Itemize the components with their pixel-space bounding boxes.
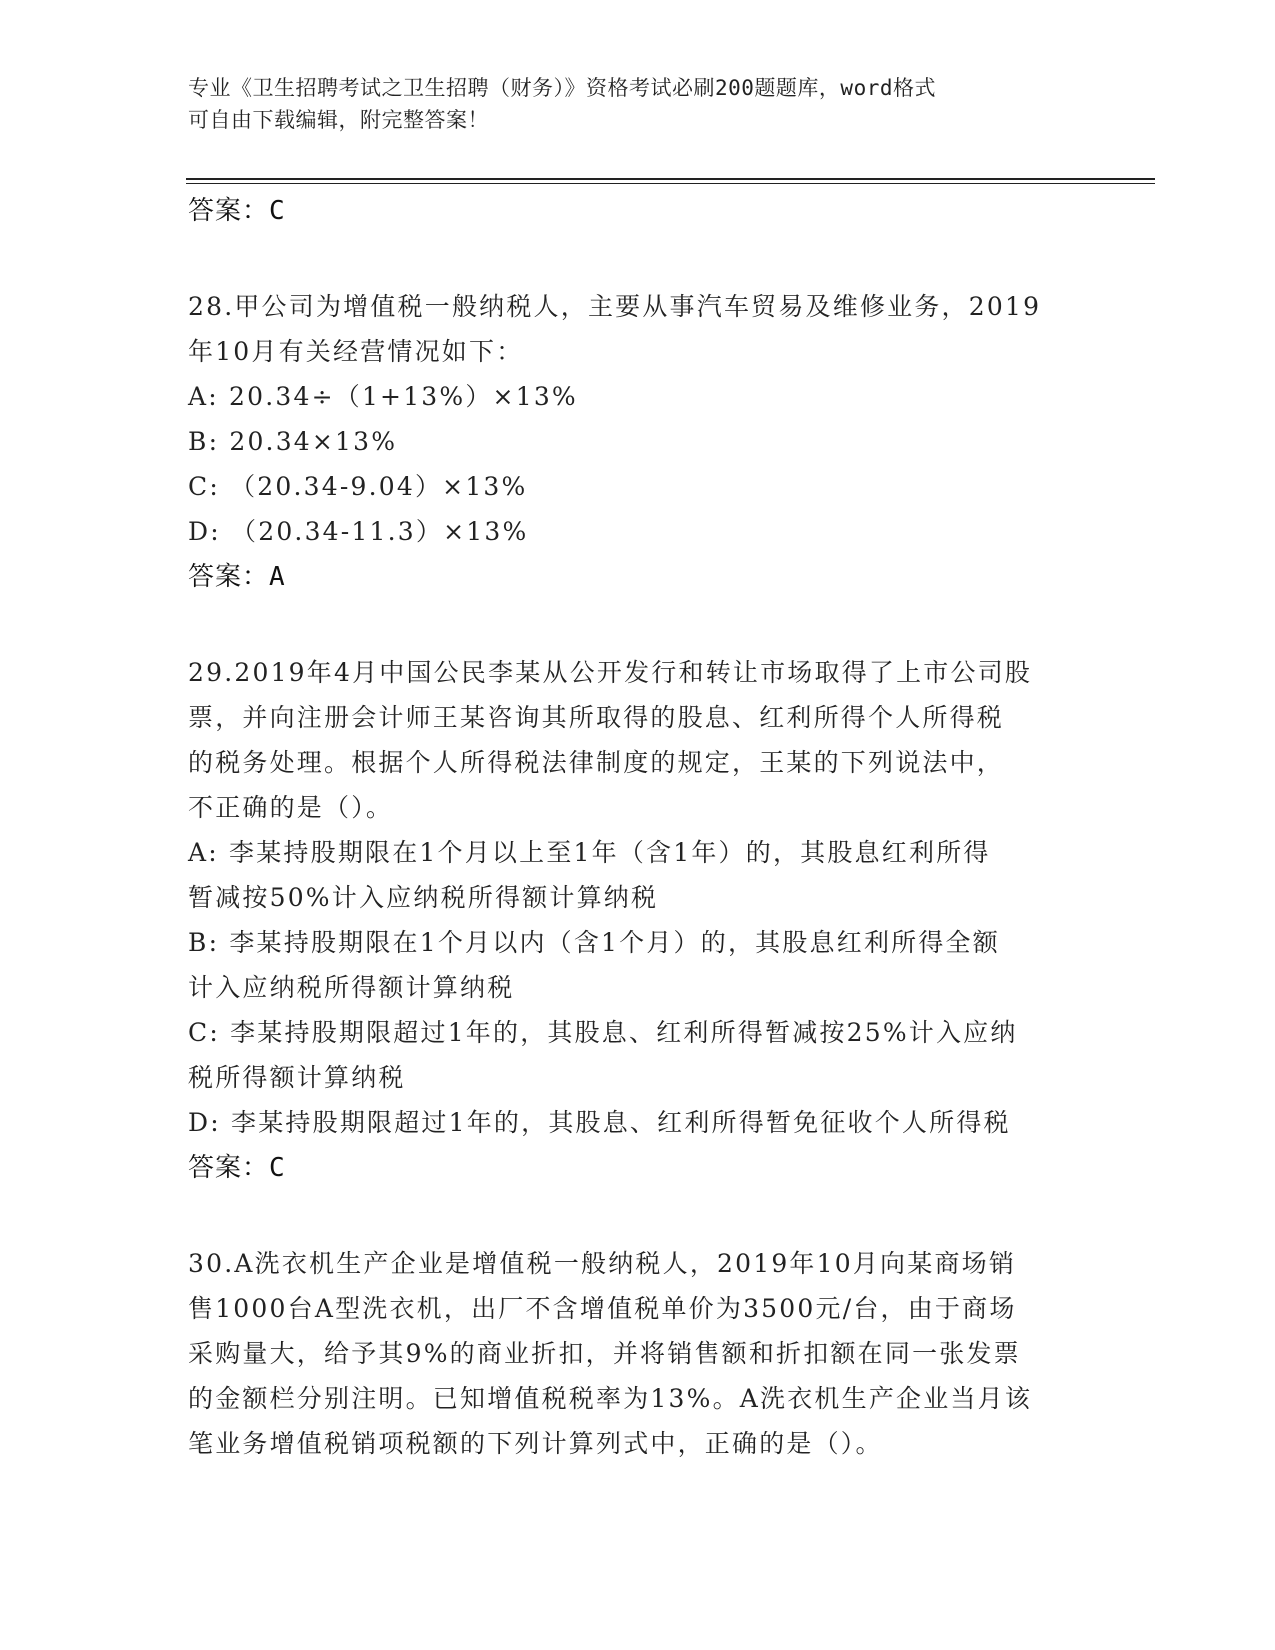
question-30 <box>188 1241 1088 1466</box>
option-d: D: （20.34-11.3）×13% <box>188 517 529 546</box>
question-stem-line: 28.甲公司为增值税一般纳税人，主要从事汽车贸易及维修业务，2019 <box>188 292 1042 321</box>
option-b: B: 李某持股期限在1个月以内（含1个月）的，其股息红利所得全额 <box>188 928 1000 957</box>
option-c: C: 李某持股期限超过1年的，其股息、红利所得暂减按25%计入应纳 <box>188 1018 1018 1047</box>
question-stem-line: 年10月有关经营情况如下： <box>188 337 524 366</box>
header-line-2: 可自由下载编辑，附完整答案！ <box>188 108 489 132</box>
question-stem-line: 采购量大，给予其9%的商业折扣，并将销售额和折扣额在同一张发票 <box>188 1339 1021 1368</box>
question-28 <box>188 284 1088 600</box>
question-stem-line: 29.2019年4月中国公民李某从公开发行和转让市场取得了上市公司股 <box>188 658 1033 687</box>
question-stem-line: 售1000台A型洗衣机，出厂不含增值税单价为3500元/台，由于商场 <box>188 1294 1017 1323</box>
header-divider <box>186 178 1155 180</box>
question-stem-line: 30.A洗衣机生产企业是增值税一般纳税人，2019年10月向某商场销 <box>188 1249 1017 1278</box>
option-d: D: 李某持股期限超过1年的，其股息、红利所得暂免征收个人所得税 <box>188 1108 1011 1137</box>
header-line-1: 专业《卫生招聘考试之卫生招聘（财务）》资格考试必刷200题题库，word格式 <box>188 76 936 100</box>
question-stem-line: 票，并向注册会计师王某咨询其所取得的股息、红利所得个人所得税 <box>188 703 1005 732</box>
option-a: A: 20.34÷（1+13%）×13% <box>188 382 578 411</box>
question-stem-line: 的金额栏分别注明。已知增值税税率为13%。A洗衣机生产企业当月该 <box>188 1384 1033 1413</box>
option-c: C: （20.34-9.04）×13% <box>188 472 528 501</box>
option-c-cont: 税所得额计算纳税 <box>188 1063 406 1092</box>
answer-29: 答案：C <box>188 1153 286 1183</box>
option-a-cont: 暂减按50%计入应纳税所得额计算纳税 <box>188 883 659 912</box>
answer-previous: 答案：C <box>188 196 286 226</box>
question-stem-line: 的税务处理。根据个人所得税法律制度的规定，王某的下列说法中， <box>188 748 1005 777</box>
page-header <box>188 72 1068 136</box>
answer-28: 答案：A <box>188 562 286 592</box>
question-29 <box>188 650 1088 1191</box>
option-b: B: 20.34×13% <box>188 427 398 456</box>
question-stem-line: 笔业务增值税销项税额的下列计算列式中，正确的是（）。 <box>188 1429 883 1458</box>
header-divider-thin <box>186 183 1155 184</box>
option-a: A: 李某持股期限在1个月以上至1年（含1年）的，其股息红利所得 <box>188 838 991 867</box>
option-b-cont: 计入应纳税所得额计算纳税 <box>188 973 515 1002</box>
document-body <box>188 188 1088 1466</box>
question-stem-line: 不正确的是（）。 <box>188 793 394 822</box>
